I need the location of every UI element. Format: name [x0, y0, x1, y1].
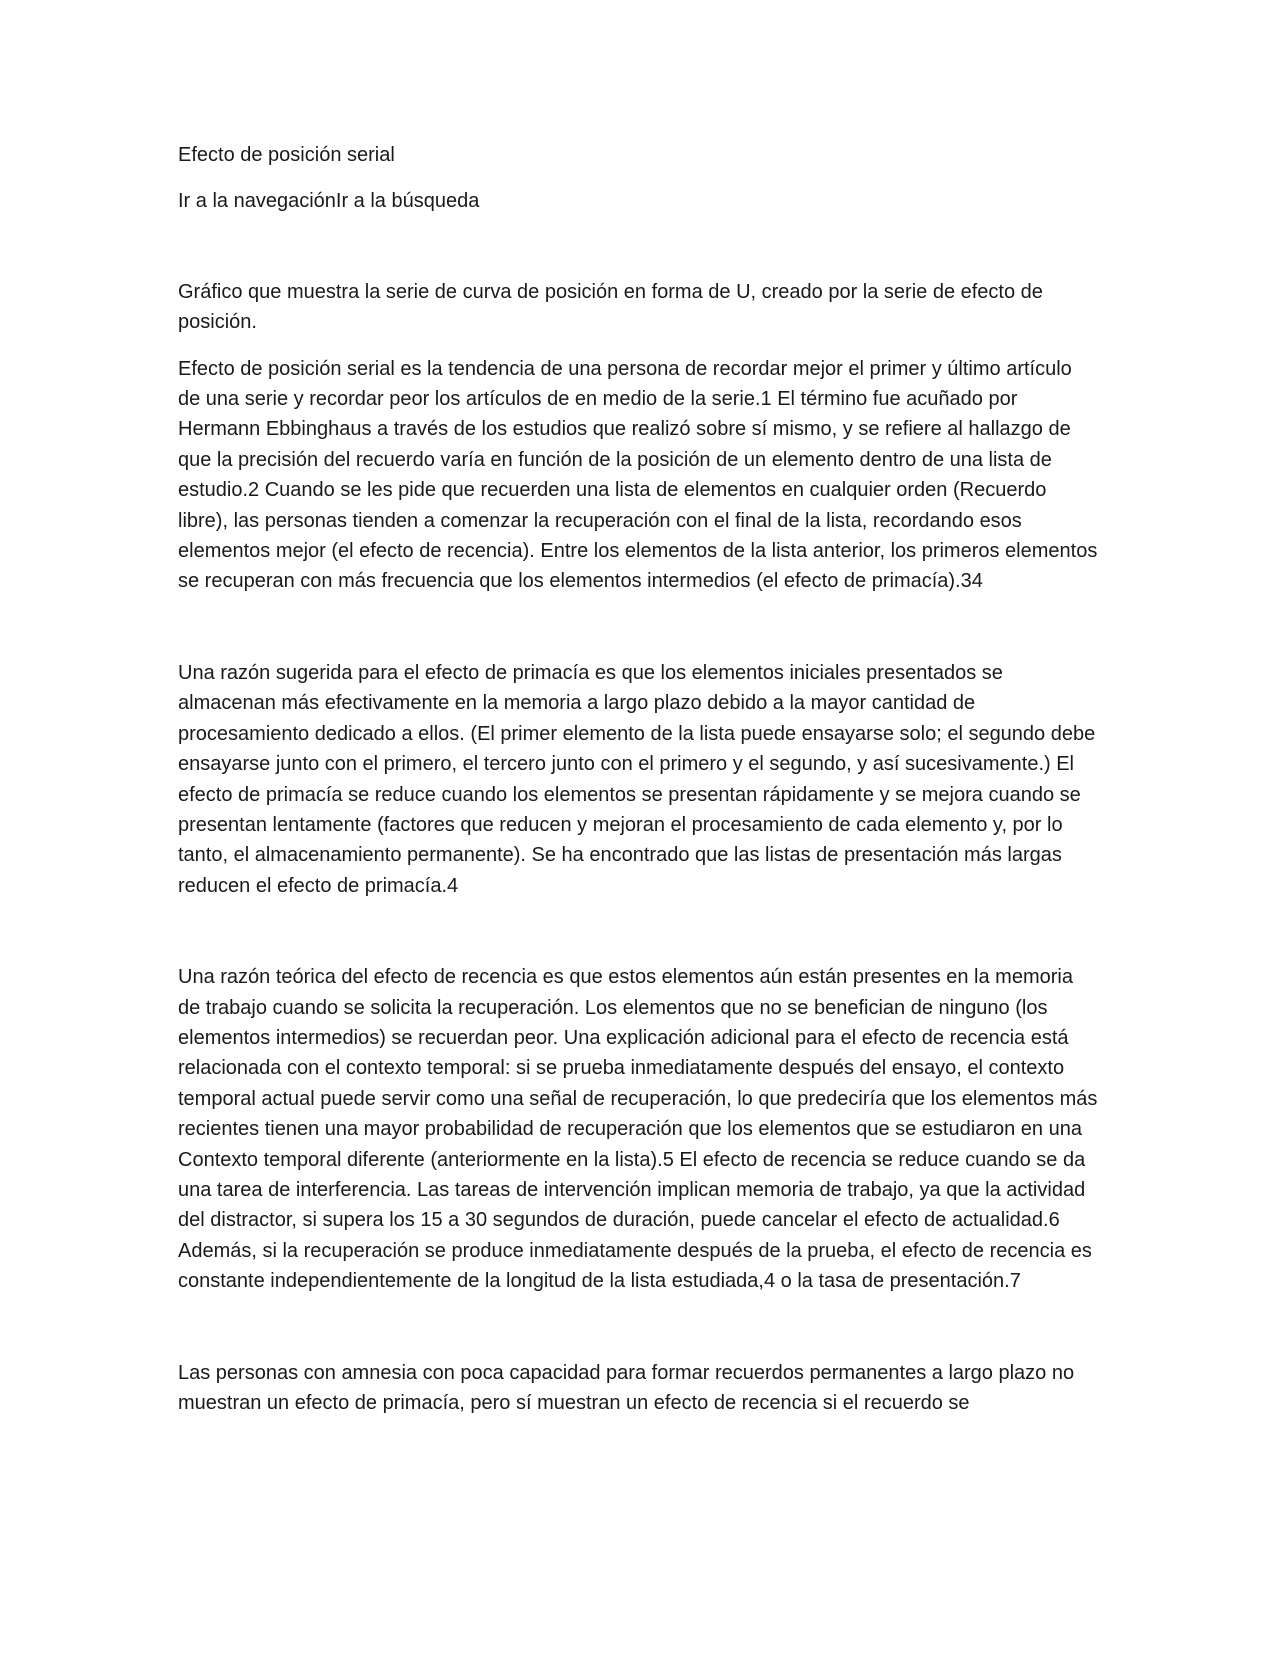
- document-title: Efecto de posición serial: [178, 144, 395, 166]
- paragraph-serial-position-definition: Efecto de posición serial es la tendencia de una persona de recordar mejor el primer y último artículo de una serie y recordar peor los artículos de en medio de la serie.1 El término fue acuñado por Hermann Ebbinghaus a través de los estudios que realizó sobre sí mismo, y se refiere al hallazgo de que la precisión del recuerdo varía en función de la posición de un elemento dentro de una lista de estudio.2 Cuando se les pide que recuerden una lista de elementos en cualquier orden (Recuerdo libre), las personas tienden a comenzar la recuperación con el final de la lista, recordando esos elementos mejor (el efecto de recencia). Entre los elementos de la lista anterior, los primeros elementos se recuperan con más frecuencia que los elementos intermedios (el efecto de primacía).34: [178, 357, 1098, 593]
- document-page: [178, 140, 1098, 1418]
- paragraph-amnesia: Las personas con amnesia con poca capacidad para formar recuerdos permanentes a largo plazo no muestran un efecto de primacía, pero sí muestran un efecto de recencia si el recuerdo se: [178, 1361, 1075, 1414]
- navigation-links-text: Ir a la navegaciónIr a la búsqueda: [178, 190, 480, 213]
- figure-caption: Gráfico que muestra la serie de curva de posición en forma de U, creado por la serie de efecto de posición.: [178, 280, 1043, 334]
- paragraph-primacy-effect: Una razón sugerida para el efecto de primacía es que los elementos iniciales presentados se almacenan más efectivamente en la memoria a largo plazo debido a la mayor cantidad de procesamiento dedicado a ellos. (El primer elemento de la lista puede ensayarse solo; el segundo debe ensayarse junto con el primero, el tercero junto con el primero y el segundo, y así sucesivamente.) El efecto de primacía se reduce cuando los elementos se presentan rápidamente y se mejora cuando se presentan lentamente (factores que reducen y mejoran el procesamiento de cada elemento y, por lo tanto, el almacenamiento permanente). Se ha encontrado que las listas de presentación más largas reducen el efecto de primacía.4: [178, 661, 1096, 897]
- paragraph-recency-effect: Una razón teórica del efecto de recencia es que estos elementos aún están presentes en la memoria de trabajo cuando se solicita la recuperación. Los elementos que no se benefician de ninguno (los elementos intermedios) se recuerdan peor. Una explicación adicional para el efecto de recencia está relacionada con el contexto temporal: si se prueba inmediatamente después del ensayo, el contexto temporal actual puede servir como una señal de recuperación, lo que predeciría que los elementos más recientes tienen una mayor probabilidad de recuperación que los elementos que se estudiaron en una Contexto temporal diferente (anteriormente en la lista).5 El efecto de recencia se reduce cuando se da una tarea de interferencia. Las tareas de intervención implican memoria de trabajo, ya que la actividad del distractor, si supera los 15 a 30 segundos de duración, puede cancelar el efecto de actualidad.6 Además, si la recuperación se produce inmediatamente después de la prueba, el efecto de recencia es constante independientemente de la longitud de la lista estudiada,4 o la tasa de presentación.7: [178, 966, 1098, 1293]
